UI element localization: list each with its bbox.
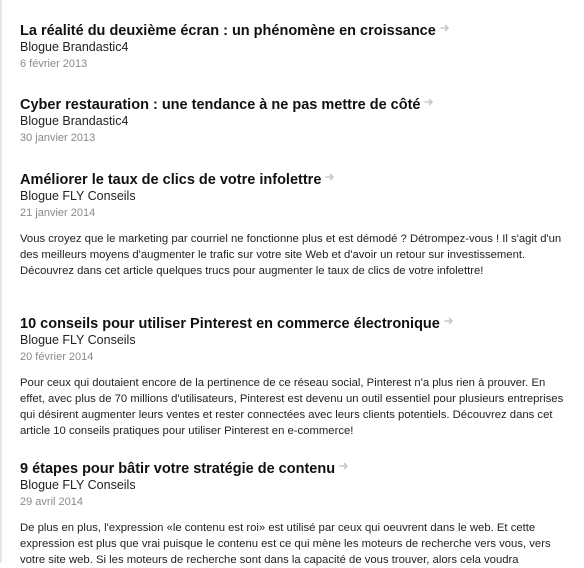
entry-title-link[interactable]: La réalité du deuxième écran : un phénomène en croissance	[20, 23, 436, 39]
arrow-right-icon[interactable]	[339, 461, 349, 471]
entry-title-row	[20, 17, 568, 39]
entry-summary: De plus en plus, l'expression «le contenu est roi» est utilisé par ceux qui oeuvrent dans le web. Et cette expression est plus que vrai puisque le contenu est ce qui mène les moteurs de recherche vers vous, vers votre site web. Si les moteurs de recherche sont dans la capacité de vous trouver, alors cela voudra	[20, 522, 551, 566]
arrow-right-icon[interactable]	[440, 23, 450, 33]
entry-summary: Pour ceux qui doutaient encore de la pertinence de ce réseau social, Pinterest n'a plus rien à prouver. En effet, avec plus de 70 millions d'utilisateurs, Pinterest est devenu un outil essentiel pour plusieurs entreprises qui désirent augmenter leurs ventes et rester connectées avec leurs clients potentiels. Découvrez dans cet article 10 conseils pratiques pour utiliser Pinterest en e-commerce!	[20, 377, 564, 437]
entry-date: 29 avril 2014	[20, 496, 83, 508]
entry-date: 30 janvier 2013	[20, 132, 96, 144]
entry-title-row	[20, 91, 568, 113]
feed-entry-5	[20, 455, 568, 568]
left-border	[0, 0, 2, 563]
entry-title-link[interactable]: 9 étapes pour bâtir votre stratégie de contenu	[20, 461, 336, 477]
entry-date: 6 février 2013	[20, 58, 88, 70]
entry-source: Blogue FLY Conseils	[20, 478, 136, 492]
entry-title-row	[20, 166, 568, 188]
entry-source: Blogue FLY Conseils	[20, 189, 136, 203]
entry-date: 20 février 2014	[20, 351, 94, 363]
entry-source: Blogue FLY Conseils	[20, 333, 136, 347]
entry-summary: Vous croyez que le marketing par courriel ne fonctionne plus et est démodé ? Détrompez-vous ! Il s'agit d'un des meilleurs moyens d'augmenter le trafic sur votre site Web et d'avoir un retour sur investissement. Découvrez dans cet article quelques trucs pour augmenter le taux de clics de votre infolettre!	[20, 233, 562, 277]
arrow-right-icon[interactable]	[325, 172, 335, 182]
entry-title-row	[20, 455, 568, 477]
entry-source: Blogue Brandastic4	[20, 40, 129, 54]
entry-title-link[interactable]: 10 conseils pour utiliser Pinterest en commerce électronique	[20, 316, 440, 332]
arrow-right-icon[interactable]	[444, 316, 454, 326]
entry-title-link[interactable]: Améliorer le taux de clics de votre infolettre	[20, 172, 322, 188]
feed-entry-3	[20, 166, 568, 279]
entry-date: 21 janvier 2014	[20, 207, 96, 219]
entry-title-link[interactable]: Cyber restauration : une tendance à ne pas mettre de côté	[20, 97, 421, 113]
entry-source: Blogue Brandastic4	[20, 114, 129, 128]
entry-title-row	[20, 310, 568, 332]
arrow-right-icon[interactable]	[424, 97, 434, 107]
feed-entry-2	[20, 91, 568, 146]
feed-entry-1	[20, 17, 568, 72]
feed-entry-4	[20, 310, 568, 439]
